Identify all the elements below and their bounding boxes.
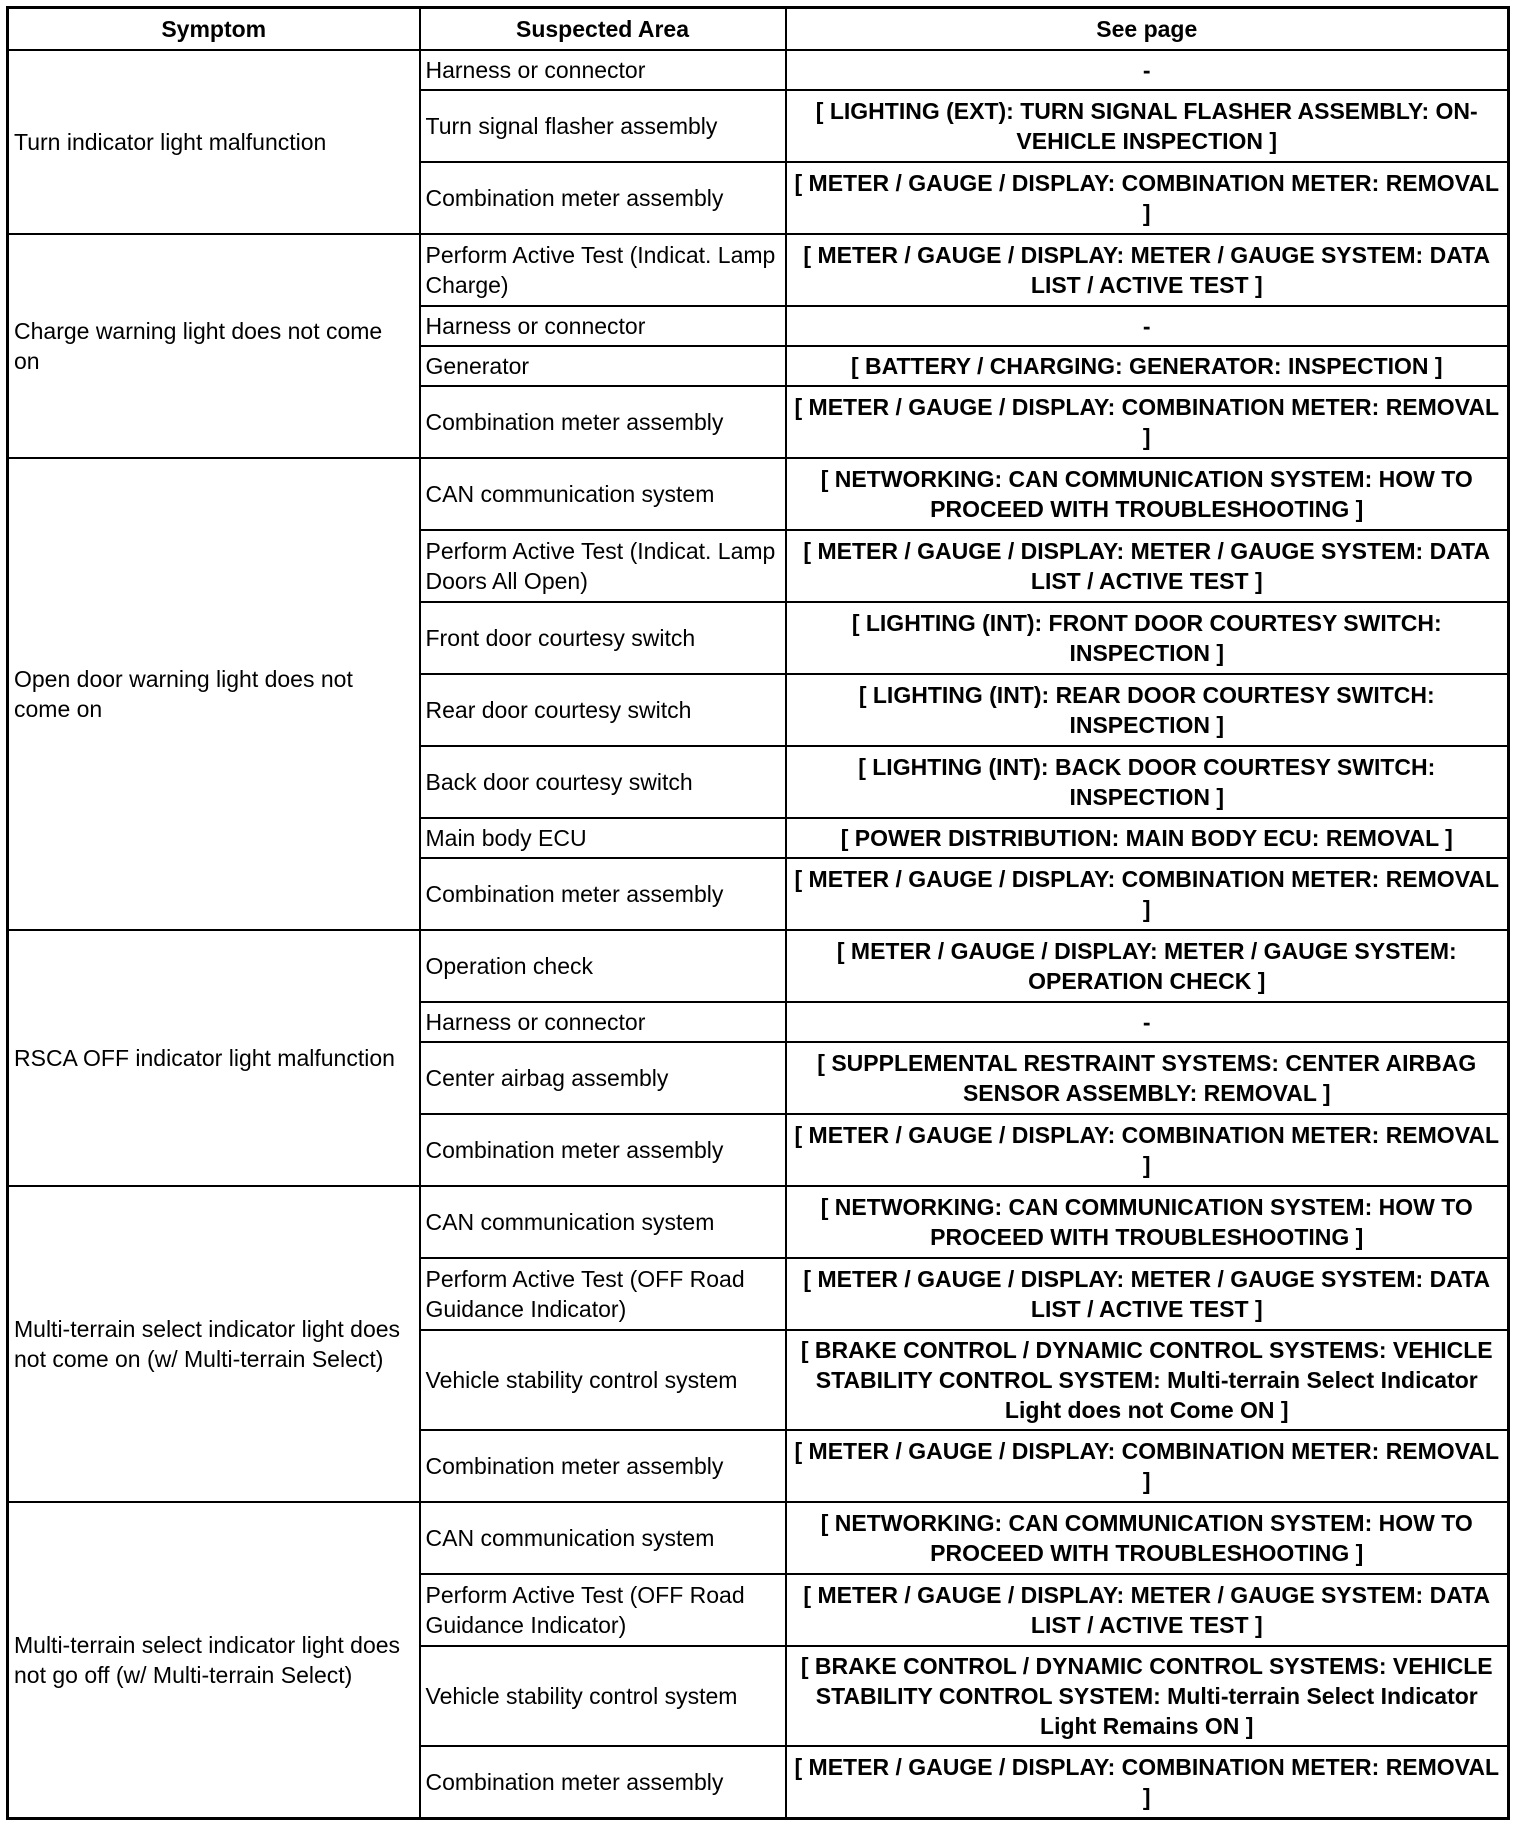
table-row [8, 458, 1509, 530]
see-page-cell: - [786, 50, 1509, 90]
suspected-area-cell: Perform Active Test (OFF Road Guidance Indicator) [420, 1574, 786, 1646]
see-page-link[interactable]: [ NETWORKING: CAN COMMUNICATION SYSTEM: HOW TO PROCEED WITH TROUBLESHOOTING ] [786, 1186, 1509, 1258]
see-page-link[interactable]: [ LIGHTING (INT): BACK DOOR COURTESY SWITCH: INSPECTION ] [786, 746, 1509, 818]
suspected-area-cell: Generator [420, 346, 786, 386]
suspected-area-cell: Perform Active Test (OFF Road Guidance Indicator) [420, 1258, 786, 1330]
see-page-link[interactable]: [ METER / GAUGE / DISPLAY: METER / GAUGE SYSTEM: DATA LIST / ACTIVE TEST ] [786, 234, 1509, 306]
suspected-area-cell: Perform Active Test (Indicat. Lamp Charge) [420, 234, 786, 306]
see-page-cell: - [786, 306, 1509, 346]
table-row [8, 234, 1509, 306]
header-row [8, 8, 1509, 51]
see-page-link[interactable]: [ METER / GAUGE / DISPLAY: METER / GAUGE SYSTEM: OPERATION CHECK ] [786, 930, 1509, 1002]
see-page-link[interactable]: [ METER / GAUGE / DISPLAY: COMBINATION METER: REMOVAL ] [786, 386, 1509, 458]
see-page-link[interactable]: [ METER / GAUGE / DISPLAY: COMBINATION METER: REMOVAL ] [786, 1430, 1509, 1502]
see-page-link[interactable]: [ METER / GAUGE / DISPLAY: COMBINATION METER: REMOVAL ] [786, 858, 1509, 930]
suspected-area-cell: Vehicle stability control system [420, 1646, 786, 1746]
see-page-link[interactable]: [ BRAKE CONTROL / DYNAMIC CONTROL SYSTEMS: VEHICLE STABILITY CONTROL SYSTEM: Multi-terrain Select Indicator Light does not Come ON ] [786, 1330, 1509, 1430]
see-page-link[interactable]: [ POWER DISTRIBUTION: MAIN BODY ECU: REMOVAL ] [786, 818, 1509, 858]
suspected-area-cell: CAN communication system [420, 1502, 786, 1574]
suspected-area-cell: Combination meter assembly [420, 386, 786, 458]
suspected-area-cell: Combination meter assembly [420, 1746, 786, 1819]
suspected-area-cell: CAN communication system [420, 1186, 786, 1258]
suspected-area-cell: Harness or connector [420, 50, 786, 90]
see-page-link[interactable]: [ METER / GAUGE / DISPLAY: METER / GAUGE SYSTEM: DATA LIST / ACTIVE TEST ] [786, 530, 1509, 602]
header-see-page: See page [786, 8, 1509, 51]
suspected-area-cell: Combination meter assembly [420, 858, 786, 930]
suspected-area-cell: CAN communication system [420, 458, 786, 530]
suspected-area-cell: Harness or connector [420, 306, 786, 346]
header-suspected-area: Suspected Area [420, 8, 786, 51]
symptom-cell: RSCA OFF indicator light malfunction [8, 930, 420, 1186]
symptom-cell: Open door warning light does not come on [8, 458, 420, 930]
symptom-cell: Turn indicator light malfunction [8, 50, 420, 234]
suspected-area-cell: Main body ECU [420, 818, 786, 858]
suspected-area-cell: Rear door courtesy switch [420, 674, 786, 746]
suspected-area-cell: Combination meter assembly [420, 1430, 786, 1502]
table-row [8, 1186, 1509, 1258]
see-page-cell: - [786, 1002, 1509, 1042]
suspected-area-cell: Vehicle stability control system [420, 1330, 786, 1430]
see-page-link[interactable]: [ BRAKE CONTROL / DYNAMIC CONTROL SYSTEMS: VEHICLE STABILITY CONTROL SYSTEM: Multi-terrain Select Indicator Light Remains ON ] [786, 1646, 1509, 1746]
see-page-link[interactable]: [ NETWORKING: CAN COMMUNICATION SYSTEM: HOW TO PROCEED WITH TROUBLESHOOTING ] [786, 458, 1509, 530]
see-page-link[interactable]: [ METER / GAUGE / DISPLAY: METER / GAUGE SYSTEM: DATA LIST / ACTIVE TEST ] [786, 1258, 1509, 1330]
see-page-link[interactable]: [ LIGHTING (EXT): TURN SIGNAL FLASHER ASSEMBLY: ON-VEHICLE INSPECTION ] [786, 90, 1509, 162]
problem-symptoms-table [6, 6, 1510, 1820]
see-page-link[interactable]: [ METER / GAUGE / DISPLAY: COMBINATION METER: REMOVAL ] [786, 1114, 1509, 1186]
header-symptom: Symptom [8, 8, 420, 51]
suspected-area-cell: Combination meter assembly [420, 162, 786, 234]
see-page-link[interactable]: [ METER / GAUGE / DISPLAY: COMBINATION METER: REMOVAL ] [786, 162, 1509, 234]
suspected-area-cell: Operation check [420, 930, 786, 1002]
see-page-link[interactable]: [ METER / GAUGE / DISPLAY: COMBINATION METER: REMOVAL ] [786, 1746, 1509, 1819]
see-page-link[interactable]: [ LIGHTING (INT): FRONT DOOR COURTESY SWITCH: INSPECTION ] [786, 602, 1509, 674]
see-page-link[interactable]: [ LIGHTING (INT): REAR DOOR COURTESY SWITCH: INSPECTION ] [786, 674, 1509, 746]
suspected-area-cell: Back door courtesy switch [420, 746, 786, 818]
see-page-link[interactable]: [ BATTERY / CHARGING: GENERATOR: INSPECTION ] [786, 346, 1509, 386]
see-page-link[interactable]: [ SUPPLEMENTAL RESTRAINT SYSTEMS: CENTER AIRBAG SENSOR ASSEMBLY: REMOVAL ] [786, 1042, 1509, 1114]
suspected-area-cell: Perform Active Test (Indicat. Lamp Doors All Open) [420, 530, 786, 602]
table-row [8, 930, 1509, 1002]
suspected-area-cell: Combination meter assembly [420, 1114, 786, 1186]
symptom-cell: Multi-terrain select indicator light does not come on (w/ Multi-terrain Select) [8, 1186, 420, 1502]
suspected-area-cell: Center airbag assembly [420, 1042, 786, 1114]
suspected-area-cell: Turn signal flasher assembly [420, 90, 786, 162]
see-page-link[interactable]: [ NETWORKING: CAN COMMUNICATION SYSTEM: HOW TO PROCEED WITH TROUBLESHOOTING ] [786, 1502, 1509, 1574]
suspected-area-cell: Front door courtesy switch [420, 602, 786, 674]
symptom-cell: Charge warning light does not come on [8, 234, 420, 458]
see-page-link[interactable]: [ METER / GAUGE / DISPLAY: METER / GAUGE SYSTEM: DATA LIST / ACTIVE TEST ] [786, 1574, 1509, 1646]
table-row [8, 1502, 1509, 1574]
suspected-area-cell: Harness or connector [420, 1002, 786, 1042]
symptom-cell: Multi-terrain select indicator light does not go off (w/ Multi-terrain Select) [8, 1502, 420, 1819]
table-row [8, 50, 1509, 90]
